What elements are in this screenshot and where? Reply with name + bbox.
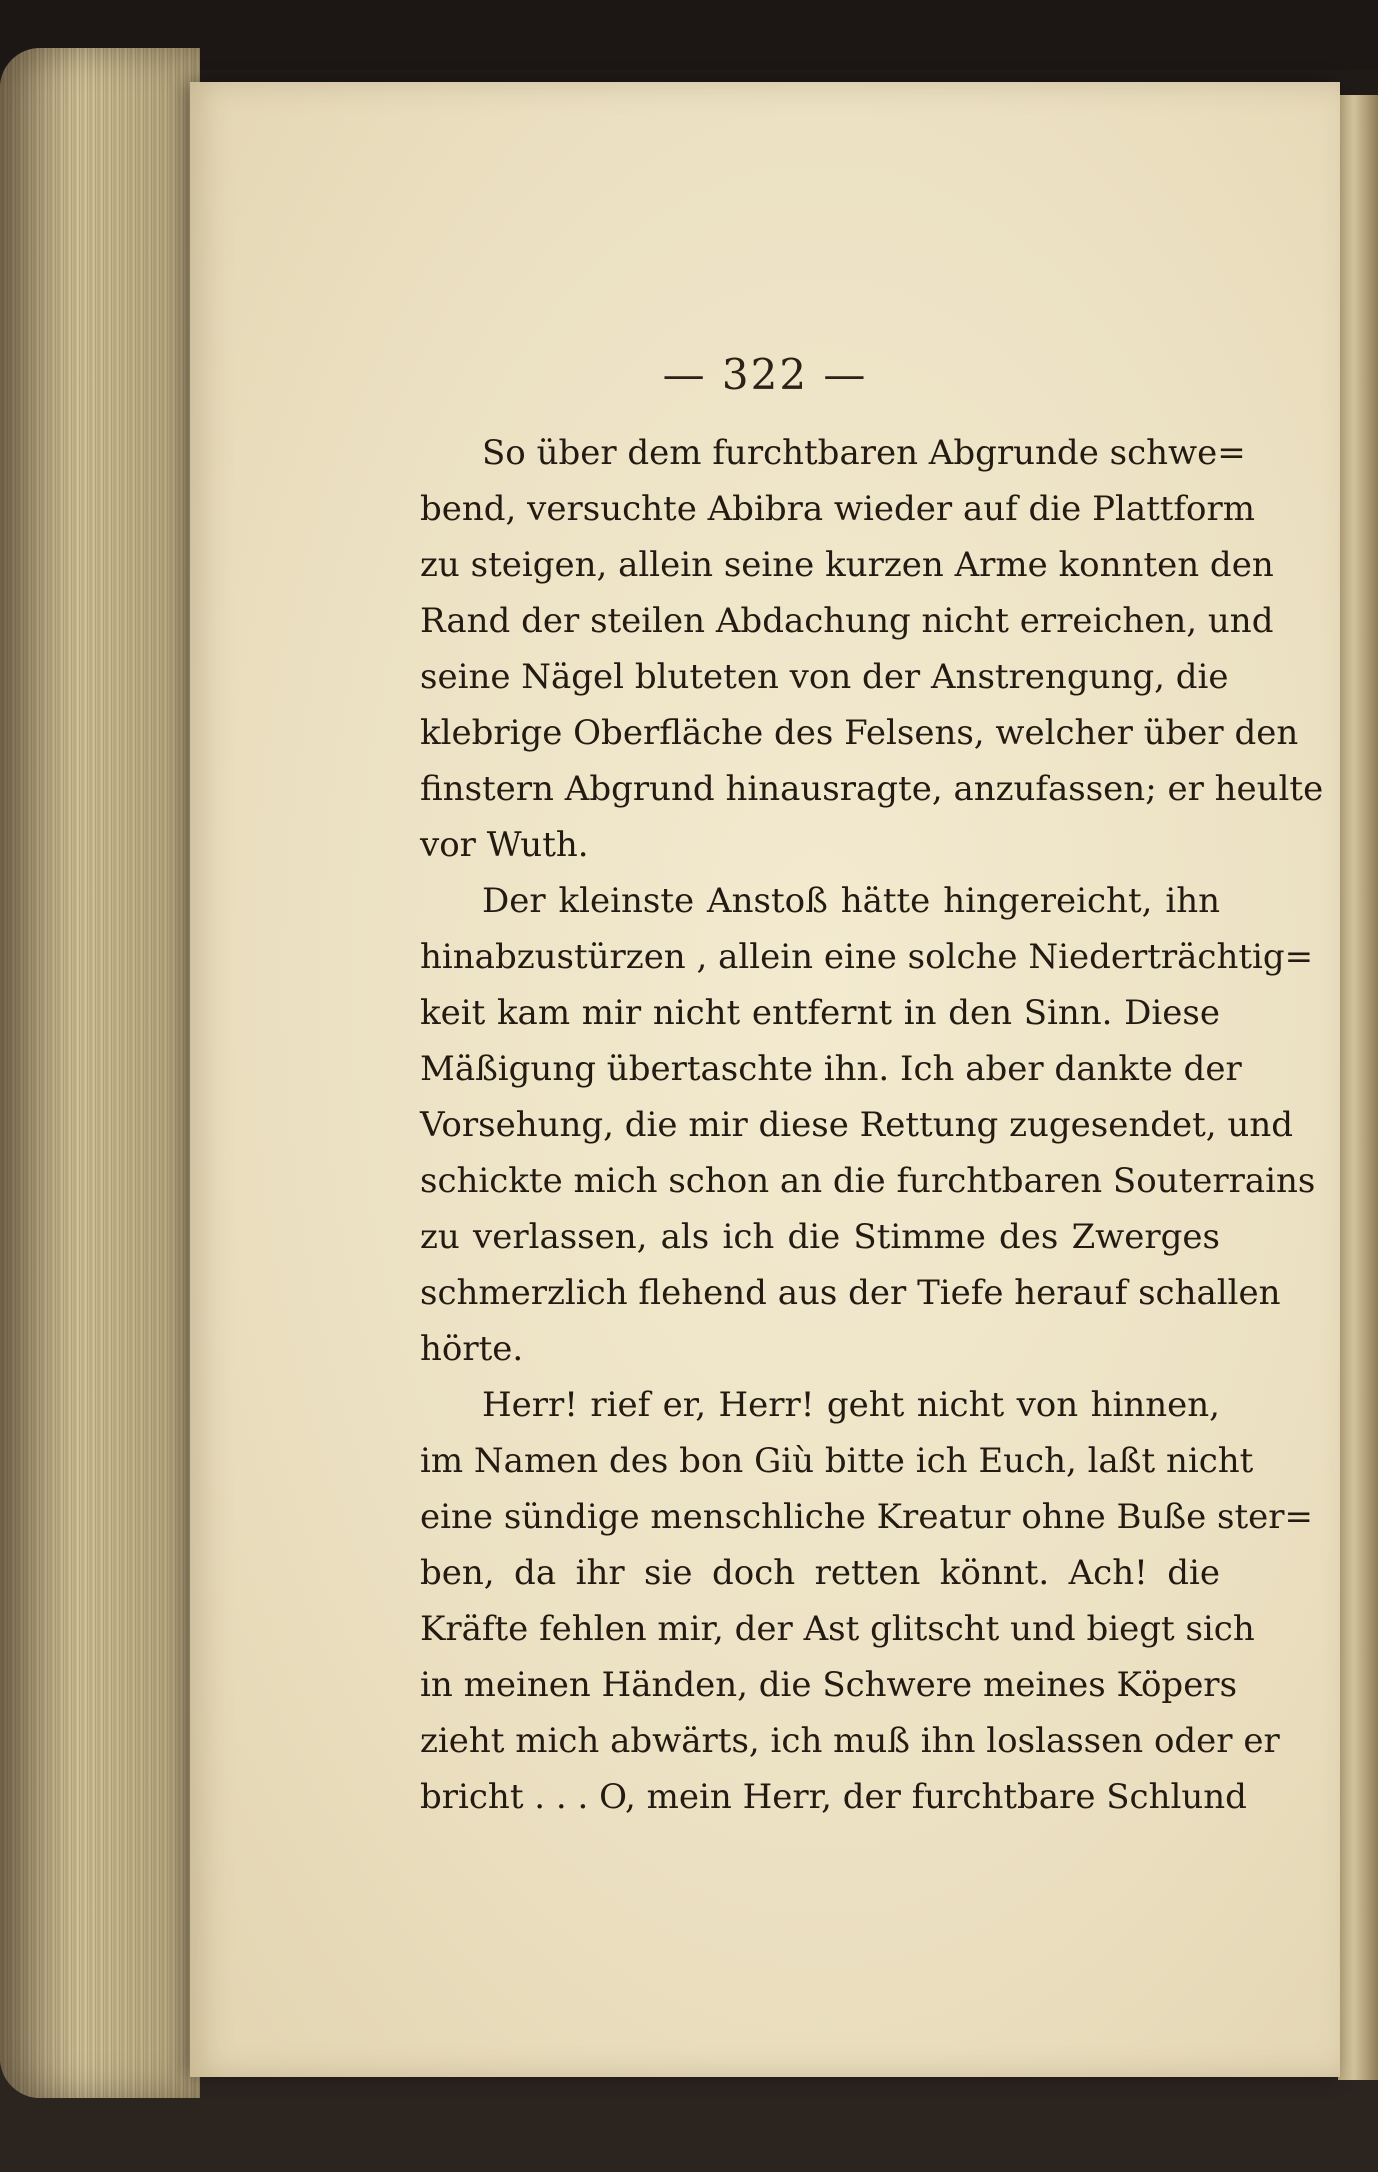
text-line: Vorsehung, die mir diese Rettung zugesendet, und bbox=[420, 1105, 1293, 1145]
text-line: Rand der steilen Abdachung nicht erreichen, und bbox=[420, 601, 1274, 641]
right-page-edge bbox=[1338, 95, 1378, 2080]
text-line: vor Wuth. bbox=[420, 825, 589, 865]
paragraph bbox=[420, 425, 1324, 873]
text-line: in meinen Händen, die Schwere meines Köpers bbox=[420, 1665, 1238, 1705]
text-line: hörte. bbox=[420, 1329, 524, 1369]
text-line: Herr! rief er, Herr! geht nicht von hinnen, bbox=[482, 1385, 1220, 1425]
text-line: ben, da ihr sie doch retten könnt. Ach! die bbox=[420, 1553, 1220, 1593]
text-line: hinabzustürzen , allein eine solche Niederträchtig= bbox=[420, 937, 1314, 977]
text-line: Kräfte fehlen mir, der Ast glitscht und biegt sich bbox=[420, 1609, 1255, 1649]
page-number: — 322 — bbox=[662, 350, 868, 399]
text-line: keit kam mir nicht entfernt in den Sinn. Diese bbox=[420, 993, 1220, 1033]
text-line: finstern Abgrund hinausragte, anzufassen; er heulte bbox=[420, 769, 1324, 809]
text-line: schickte mich schon an die furchtbaren Souterrains bbox=[420, 1161, 1316, 1201]
text-line: zu steigen, allein seine kurzen Arme konnten den bbox=[420, 545, 1274, 585]
text-line: klebrige Oberfläche des Felsens, welcher über den bbox=[420, 713, 1299, 753]
text-line: So über dem furchtbaren Abgrunde schwe= bbox=[482, 433, 1246, 473]
text-line: bricht . . . O, mein Herr, der furchtbare Schlund bbox=[420, 1777, 1247, 1817]
paragraph bbox=[420, 873, 1316, 1377]
text-line: zieht mich abwärts, ich muß ihn loslassen oder er bbox=[420, 1721, 1280, 1761]
text-line: im Namen des bon Giù bitte ich Euch, laßt nicht bbox=[420, 1441, 1254, 1481]
paragraph bbox=[420, 1377, 1314, 1825]
text-line: schmerzlich flehend aus der Tiefe herauf schallen bbox=[420, 1273, 1281, 1313]
page-edges bbox=[0, 48, 200, 2098]
text-line: Mäßigung übertaschte ihn. Ich aber dankte der bbox=[420, 1049, 1242, 1089]
text-line: bend, versuchte Abibra wieder auf die Plattform bbox=[420, 489, 1255, 529]
text-line: Der kleinste Anstoß hätte hingereicht, ihn bbox=[482, 881, 1220, 921]
body-text bbox=[420, 425, 1324, 1825]
text-line: seine Nägel bluteten von der Anstrengung, die bbox=[420, 657, 1229, 697]
book-cover bbox=[0, 0, 1378, 70]
text-line: zu verlassen, als ich die Stimme des Zwerges bbox=[420, 1217, 1220, 1257]
text-line: eine sündige menschliche Kreatur ohne Buße ster= bbox=[420, 1497, 1314, 1537]
